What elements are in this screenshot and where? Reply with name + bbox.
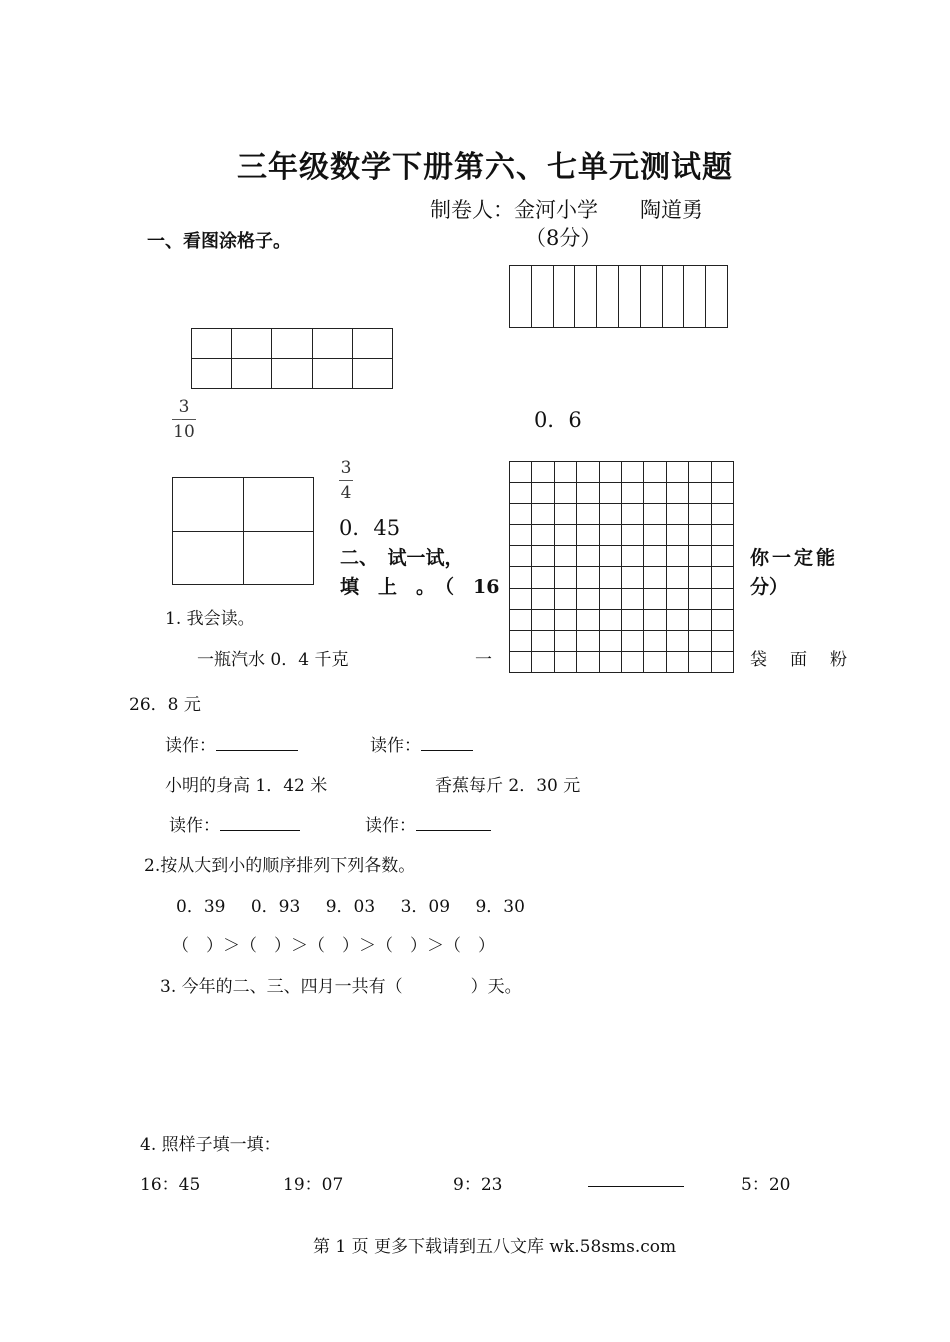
grid-cell[interactable] xyxy=(510,651,532,672)
grid-two-by-five xyxy=(191,328,393,389)
grid-cell[interactable] xyxy=(644,483,666,504)
grid-cell[interactable] xyxy=(532,462,554,483)
grid-cell[interactable] xyxy=(510,567,532,588)
grid-cell[interactable] xyxy=(553,266,575,328)
grid-cell[interactable] xyxy=(621,483,643,504)
grid-cell[interactable] xyxy=(689,609,711,630)
q1-flour-char: 面 xyxy=(790,650,807,670)
q1-item-height: 小明的身高 1．42 米 xyxy=(165,776,328,796)
q1-flour-char: 粉 xyxy=(830,650,847,670)
grid-cell[interactable] xyxy=(711,504,733,525)
grid-cell[interactable] xyxy=(618,266,640,328)
grid-cell[interactable] xyxy=(232,359,272,389)
grid-cell[interactable] xyxy=(644,462,666,483)
grid-cell[interactable] xyxy=(577,630,599,651)
grid-cell[interactable] xyxy=(644,609,666,630)
grid-cell[interactable] xyxy=(711,630,733,651)
grid-cell[interactable] xyxy=(554,609,576,630)
q2-number: 0．39 xyxy=(176,897,226,917)
q4-answer-blank[interactable] xyxy=(588,1186,684,1187)
grid-cell[interactable] xyxy=(666,525,688,546)
grid-cell[interactable] xyxy=(554,567,576,588)
grid-cell[interactable] xyxy=(532,504,554,525)
grid-cell[interactable] xyxy=(173,531,244,585)
grid-cell[interactable] xyxy=(531,266,553,328)
grid-cell[interactable] xyxy=(599,462,621,483)
q1-flour-char: 袋 xyxy=(750,650,767,670)
decimal-label-0-6: 0．6 xyxy=(534,408,582,432)
grid-cell[interactable] xyxy=(599,567,621,588)
question-2-label: 2.按从大到小的顺序排列下列各数。 xyxy=(144,856,416,876)
grid-cell[interactable] xyxy=(689,504,711,525)
grid-cell[interactable] xyxy=(577,609,599,630)
grid-hundredths xyxy=(509,461,734,673)
grid-cell[interactable] xyxy=(644,546,666,567)
answer-blank[interactable] xyxy=(216,736,298,751)
grid-cell[interactable] xyxy=(666,651,688,672)
read-as-label: 读作： xyxy=(370,736,421,756)
grid-cell[interactable] xyxy=(599,504,621,525)
grid-cell[interactable] xyxy=(689,567,711,588)
grid-cell[interactable] xyxy=(621,504,643,525)
q1-item-banana: 香蕉每斤 2．30 元 xyxy=(435,776,581,796)
grid-cell[interactable] xyxy=(666,630,688,651)
grid-cell[interactable] xyxy=(577,588,599,609)
fraction-three-quarters xyxy=(339,458,353,503)
grid-cell[interactable] xyxy=(554,504,576,525)
page-footer: 第 1 页 更多下载请到五八文库 wk.58sms.com xyxy=(313,1237,677,1257)
section-2-heading-right-2: 分） xyxy=(750,576,789,598)
grid-cell[interactable] xyxy=(666,504,688,525)
read-as-label: 读作： xyxy=(365,816,416,836)
grid-cell[interactable] xyxy=(599,546,621,567)
grid-cell[interactable] xyxy=(689,483,711,504)
fraction-numerator: 3 xyxy=(178,397,190,417)
grid-cell[interactable] xyxy=(599,609,621,630)
grid-cell[interactable] xyxy=(666,609,688,630)
fraction-denominator: 4 xyxy=(340,483,352,503)
grid-cell[interactable] xyxy=(689,630,711,651)
grid-cell[interactable] xyxy=(554,630,576,651)
grid-cell[interactable] xyxy=(666,567,688,588)
q1-item-flour-price: 26．8 元 xyxy=(129,695,201,715)
answer-blank[interactable] xyxy=(220,816,300,831)
grid-cell[interactable] xyxy=(621,567,643,588)
grid-cell[interactable] xyxy=(666,462,688,483)
section-2-heading-left-1: 二、 试一试， xyxy=(340,547,464,569)
fraction-denominator: 10 xyxy=(173,422,195,442)
q4-time: 5：20 xyxy=(741,1175,791,1195)
grid-cell[interactable] xyxy=(554,546,576,567)
fraction-three-tenths xyxy=(172,397,196,442)
grid-cell[interactable] xyxy=(554,462,576,483)
grid-cell[interactable] xyxy=(532,546,554,567)
grid-cell[interactable] xyxy=(510,588,532,609)
grid-cell[interactable] xyxy=(711,462,733,483)
grid-cell[interactable] xyxy=(532,609,554,630)
q2-number: 9．03 xyxy=(325,897,376,917)
fraction-numerator: 3 xyxy=(340,458,352,478)
q1-read-row-1a xyxy=(165,731,298,756)
grid-cell[interactable] xyxy=(532,567,554,588)
grid-cell[interactable] xyxy=(706,266,728,328)
read-as-label: 读作： xyxy=(169,816,220,836)
grid-cell[interactable] xyxy=(711,525,733,546)
grid-cell[interactable] xyxy=(599,525,621,546)
grid-cell[interactable] xyxy=(689,525,711,546)
grid-cell[interactable] xyxy=(577,483,599,504)
decimal-label-0-45: 0．45 xyxy=(339,516,401,540)
grid-cell[interactable] xyxy=(532,525,554,546)
question-1-label: 1. 我会读。 xyxy=(165,609,255,629)
grid-cell[interactable] xyxy=(684,266,706,328)
grid-cell[interactable] xyxy=(599,651,621,672)
grid-cell[interactable] xyxy=(272,359,312,389)
grid-cell[interactable] xyxy=(510,525,532,546)
grid-cell[interactable] xyxy=(510,546,532,567)
grid-cell[interactable] xyxy=(599,483,621,504)
q1-read-row-1b xyxy=(370,731,473,756)
grid-cell[interactable] xyxy=(689,462,711,483)
grid-cell[interactable] xyxy=(621,462,643,483)
grid-cell[interactable] xyxy=(621,546,643,567)
section-2-heading-left-2: 填 上 。 （ 16 xyxy=(340,576,500,598)
grid-cell[interactable] xyxy=(711,567,733,588)
q2-number: 3．09 xyxy=(400,897,451,917)
grid-cell[interactable] xyxy=(510,504,532,525)
grid-cell[interactable] xyxy=(554,525,576,546)
grid-cell[interactable] xyxy=(554,483,576,504)
grid-cell[interactable] xyxy=(644,504,666,525)
grid-tenths-strips xyxy=(509,265,728,328)
grid-cell[interactable] xyxy=(577,546,599,567)
grid-cell[interactable] xyxy=(532,588,554,609)
grid-cell[interactable] xyxy=(577,462,599,483)
grid-cell[interactable] xyxy=(711,588,733,609)
q1-read-row-2b xyxy=(365,811,491,836)
grid-cell[interactable] xyxy=(662,266,684,328)
grid-cell[interactable] xyxy=(192,359,232,389)
grid-cell[interactable] xyxy=(597,266,619,328)
q4-time: 19：07 xyxy=(283,1175,344,1195)
grid-cell[interactable] xyxy=(510,462,532,483)
grid-cell[interactable] xyxy=(532,483,554,504)
grid-cell[interactable] xyxy=(621,630,643,651)
grid-cell[interactable] xyxy=(644,651,666,672)
grid-cell[interactable] xyxy=(352,359,392,389)
section-1-heading: 一、看图涂格子。 xyxy=(147,231,291,252)
grid-cell[interactable] xyxy=(689,546,711,567)
question-3-text: 3. 今年的二、三、四月一共有（ ）天。 xyxy=(160,977,522,997)
author-line: 制卷人：金河小学 陶道勇 xyxy=(430,198,703,222)
grid-cell[interactable] xyxy=(640,266,662,328)
fraction-bar xyxy=(172,419,196,420)
q2-numbers xyxy=(176,892,525,917)
grid-cell[interactable] xyxy=(510,483,532,504)
grid-cell[interactable] xyxy=(272,329,312,359)
grid-cell[interactable] xyxy=(711,546,733,567)
grid-cell[interactable] xyxy=(312,329,352,359)
grid-cell[interactable] xyxy=(644,630,666,651)
question-4-label: 4. 照样子填一填： xyxy=(140,1135,281,1155)
q2-answer-template[interactable]: （ ）＞（ ）＞（ ）＞（ ）＞（ ） xyxy=(172,936,495,956)
grid-cell[interactable] xyxy=(599,630,621,651)
grid-cell[interactable] xyxy=(243,478,314,532)
grid-cell[interactable] xyxy=(510,266,532,328)
grid-cell[interactable] xyxy=(577,525,599,546)
grid-cell[interactable] xyxy=(532,651,554,672)
page-title: 三年级数学下册第六、七单元测试题 xyxy=(237,150,733,185)
grid-cell[interactable] xyxy=(621,609,643,630)
q1-item-soda: 一瓶汽水 0．4 千克 xyxy=(197,650,349,670)
section-1-score: （8分） xyxy=(525,226,602,250)
grid-cell[interactable] xyxy=(621,525,643,546)
grid-cell[interactable] xyxy=(666,546,688,567)
grid-cell[interactable] xyxy=(554,651,576,672)
grid-cell[interactable] xyxy=(621,651,643,672)
read-as-label: 读作： xyxy=(165,736,216,756)
grid-cell[interactable] xyxy=(711,483,733,504)
grid-cell[interactable] xyxy=(575,266,597,328)
grid-cell[interactable] xyxy=(243,531,314,585)
grid-cell[interactable] xyxy=(577,651,599,672)
grid-cell[interactable] xyxy=(644,567,666,588)
grid-cell[interactable] xyxy=(352,329,392,359)
q2-number: 0．93 xyxy=(250,897,301,917)
grid-cell[interactable] xyxy=(312,359,352,389)
grid-cell[interactable] xyxy=(689,588,711,609)
grid-cell[interactable] xyxy=(510,609,532,630)
grid-cell[interactable] xyxy=(644,525,666,546)
grid-cell[interactable] xyxy=(666,588,688,609)
answer-blank[interactable] xyxy=(416,816,491,831)
grid-cell[interactable] xyxy=(711,651,733,672)
grid-cell[interactable] xyxy=(510,630,532,651)
q4-time: 9：23 xyxy=(453,1175,503,1195)
grid-cell[interactable] xyxy=(532,630,554,651)
grid-cell[interactable] xyxy=(173,478,244,532)
grid-cell[interactable] xyxy=(621,588,643,609)
grid-cell[interactable] xyxy=(554,588,576,609)
grid-cell[interactable] xyxy=(711,609,733,630)
q1-read-row-2a xyxy=(169,811,300,836)
section-2-heading-right-1: 你一定能 xyxy=(750,547,839,569)
grid-quarters xyxy=(172,477,314,585)
q1-item-flour-chars xyxy=(750,645,847,670)
q2-number: 9．30 xyxy=(475,897,525,917)
grid-cell[interactable] xyxy=(192,329,232,359)
grid-cell[interactable] xyxy=(644,588,666,609)
answer-blank[interactable] xyxy=(421,736,473,751)
grid-cell[interactable] xyxy=(577,504,599,525)
fraction-bar xyxy=(339,480,353,481)
q4-time: 16：45 xyxy=(140,1175,201,1195)
grid-cell[interactable] xyxy=(232,329,272,359)
grid-cell[interactable] xyxy=(689,651,711,672)
grid-cell[interactable] xyxy=(577,567,599,588)
grid-cell[interactable] xyxy=(599,588,621,609)
q1-item-flour-prefix: 一 xyxy=(475,650,492,670)
grid-cell[interactable] xyxy=(666,483,688,504)
